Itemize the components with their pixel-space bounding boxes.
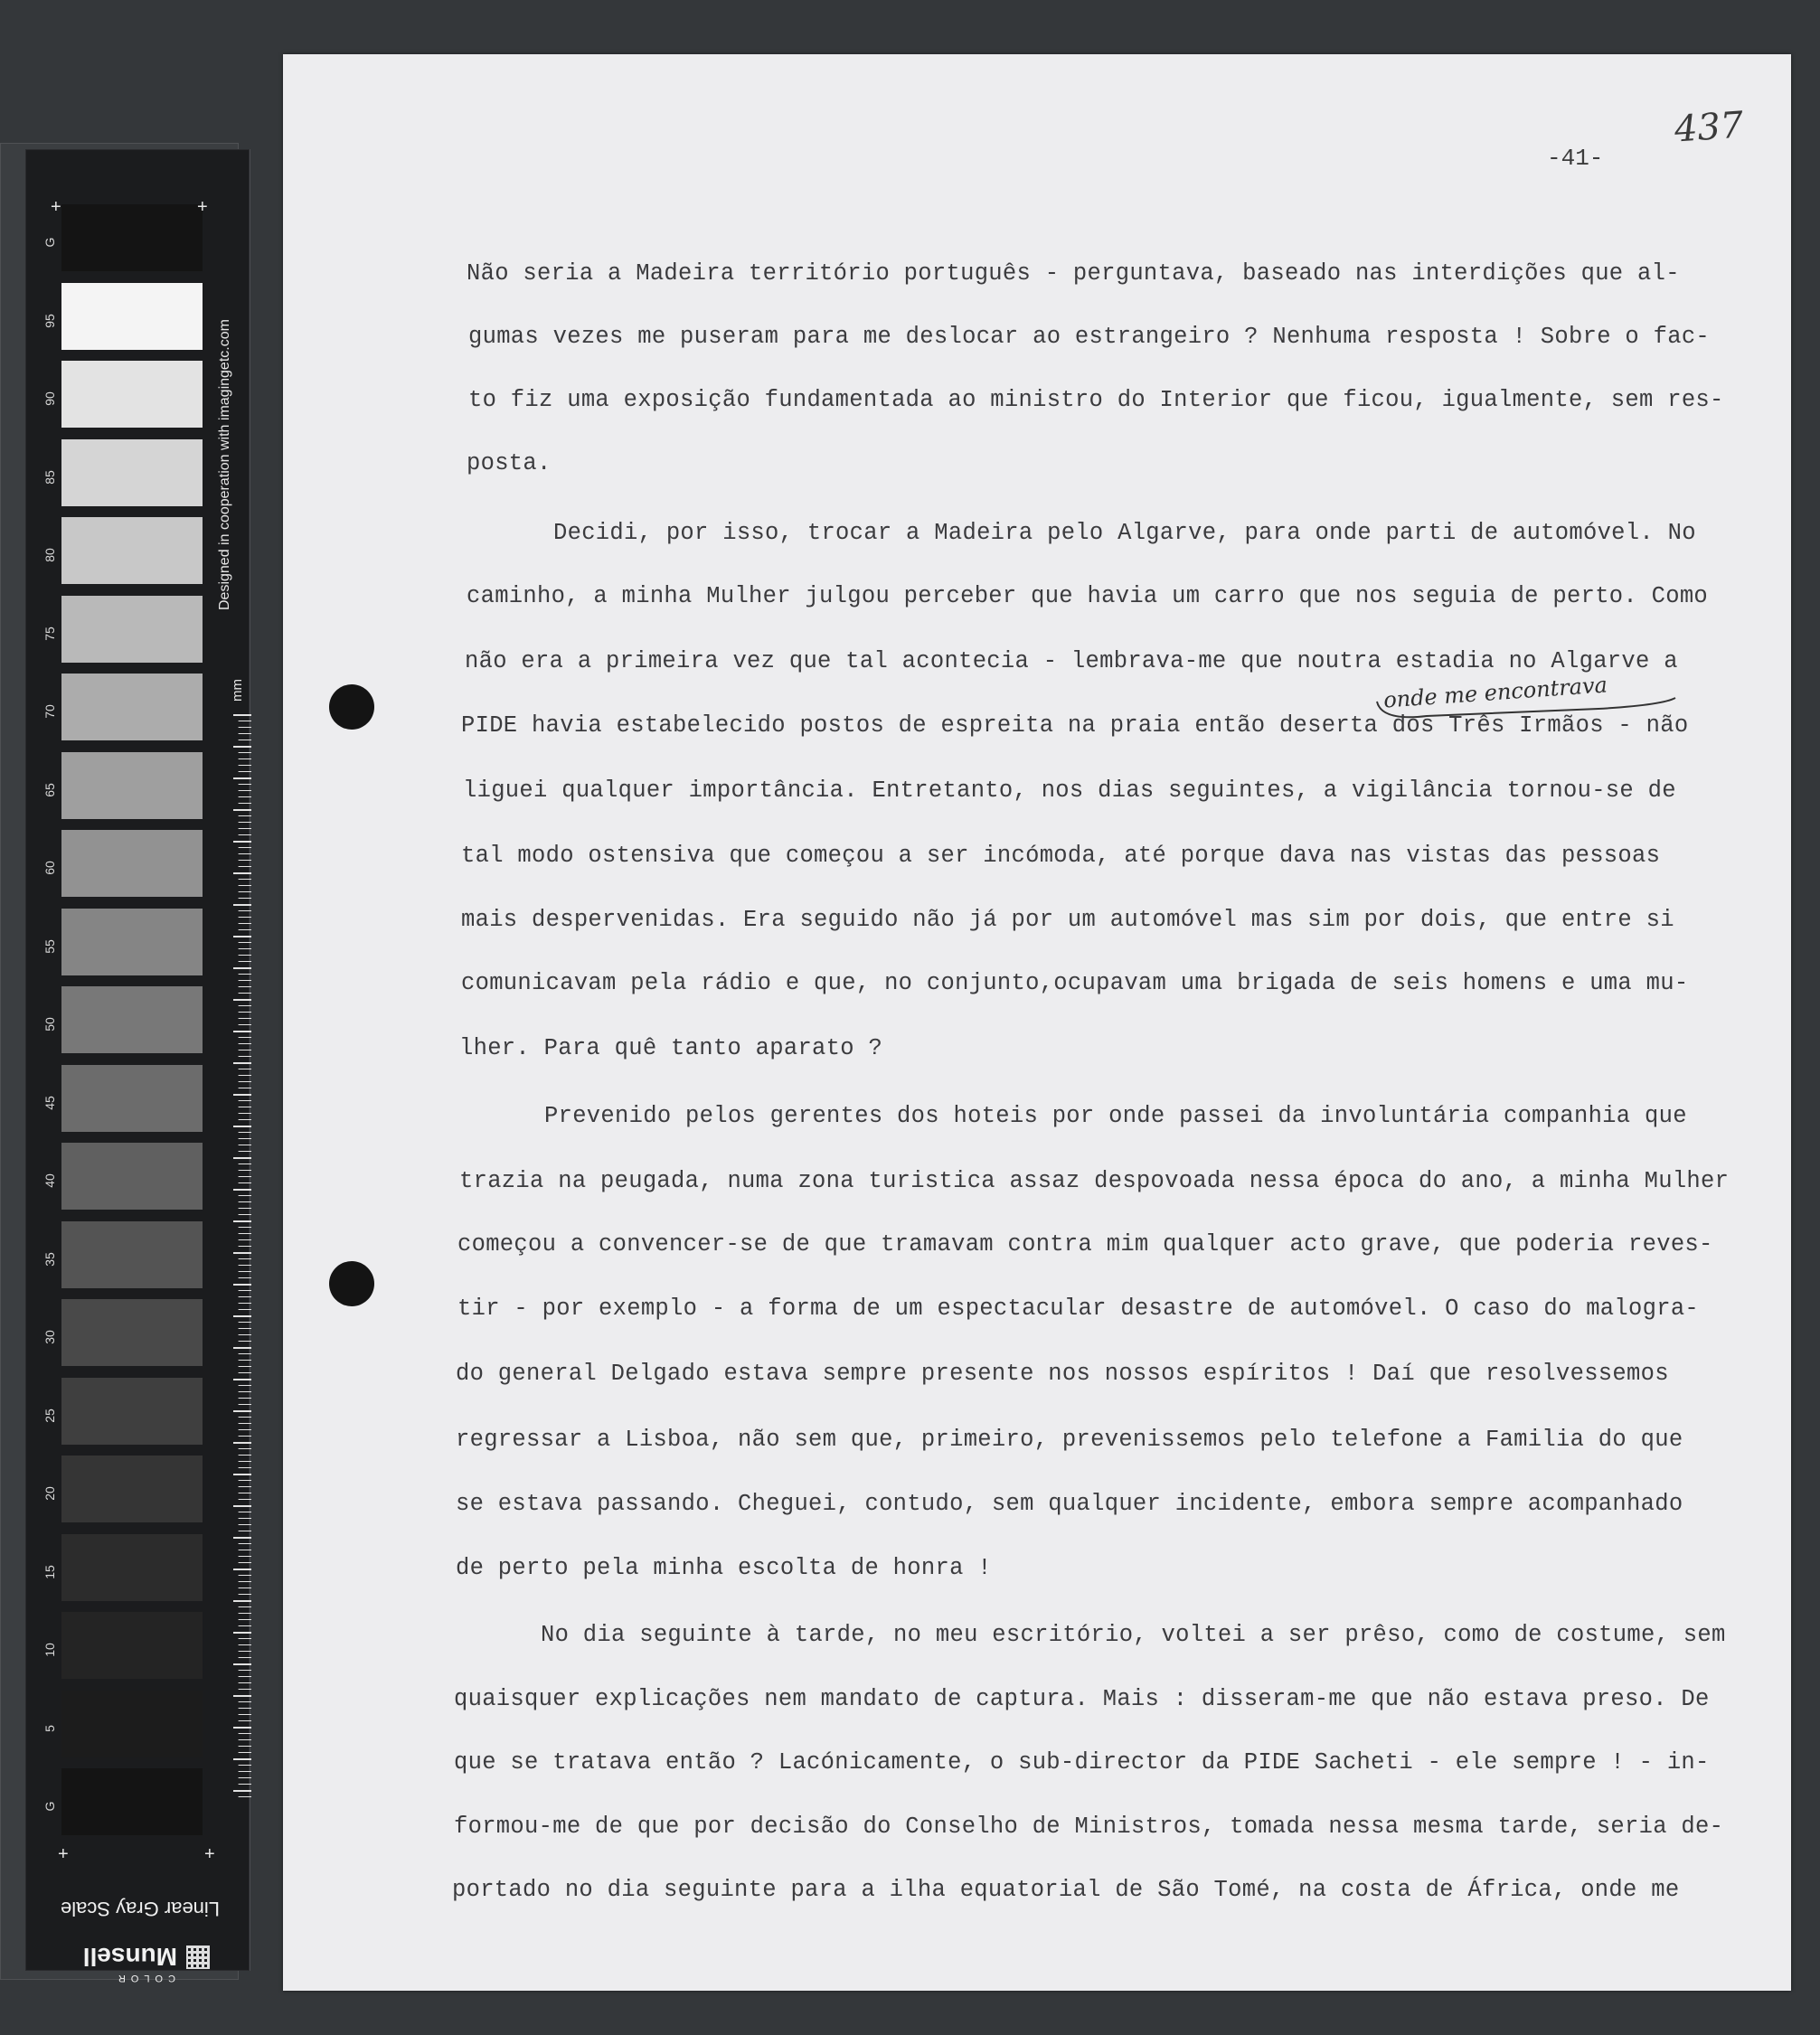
scale-label: 30 — [42, 1330, 57, 1344]
text-line: começou a convencer-se de que tramavam contra mim qualquer acto grave, que poderia reves- — [457, 1231, 1713, 1258]
scale-label: G — [42, 237, 57, 248]
gray-swatch — [61, 1378, 203, 1445]
text-line: gumas vezes me puseram para me deslocar ao estrangeiro ? Nenhuma resposta ! Sobre o fac- — [468, 324, 1711, 350]
text-line: se estava passando. Cheguei, contudo, sem qualquer incidente, embora sempre acompanhado — [456, 1491, 1683, 1517]
text-line: que se tratava então ? Lacónicamente, o sub-director da PIDE Sacheti - ele sempre ! - in- — [454, 1749, 1710, 1776]
gray-swatch — [61, 674, 203, 740]
gray-swatch — [61, 1612, 203, 1679]
gray-swatch — [61, 830, 203, 897]
text-line: liguei qualquer importância. Entretanto, nos dias seguintes, a vigilância tornou-se de — [463, 777, 1676, 804]
scale-label: 70 — [42, 704, 57, 719]
scale-label: 50 — [42, 1017, 57, 1032]
punch-hole — [329, 1261, 374, 1306]
scale-label: 35 — [42, 1251, 57, 1267]
gray-swatch — [61, 909, 203, 975]
punch-hole — [329, 684, 374, 730]
scale-label: 15 — [42, 1564, 57, 1579]
text-line: PIDE havia estabelecido postos de espreita na praia então deserta dos Três Irmãos - não — [461, 712, 1689, 739]
text-line: Prevenido pelos gerentes dos hoteis por onde passei da involuntária companhia que — [544, 1103, 1687, 1129]
scale-label: 85 — [42, 469, 57, 485]
registration-plus-icon: + — [51, 197, 61, 217]
text-line: regressar a Lisboa, não sem que, primeiro, prevenissemos pelo telefone a Familia do que — [456, 1427, 1683, 1453]
text-line: quaisquer explicações nem mandato de captura. Mais : disseram-me que não estava preso. De — [454, 1686, 1710, 1712]
gray-swatch — [61, 439, 203, 506]
card-credit: Designed in cooperation with imagingetc.com — [217, 319, 232, 610]
scale-label: 25 — [42, 1408, 57, 1423]
text-line: de perto pela minha escolta de honra ! — [456, 1555, 992, 1581]
scale-label: G — [42, 1801, 57, 1812]
brand-name: Munsell — [82, 1943, 177, 1971]
scale-label: 75 — [42, 626, 57, 641]
gray-swatch — [61, 1691, 203, 1757]
folio-number: 437 — [1673, 104, 1745, 151]
munsell-grid-icon — [186, 1945, 210, 1969]
ruler-unit: mm — [230, 679, 245, 702]
gray-swatch — [61, 517, 203, 584]
gray-swatch — [61, 1768, 203, 1835]
text-line: Decidi, por isso, trocar a Madeira pelo Algarve, para onde parti de automóvel. No — [553, 520, 1696, 546]
registration-plus-icon: + — [197, 197, 208, 217]
scale-label: 40 — [42, 1173, 57, 1188]
scale-label: 90 — [42, 391, 57, 406]
page-number: -41- — [1547, 145, 1604, 172]
text-line: tir - por exemplo - a forma de um espectacular desastre de automóvel. O caso do malogra- — [457, 1295, 1700, 1322]
text-line: comunicavam pela rádio e que, no conjunto,ocupavam uma brigada de seis homens e uma mu- — [461, 970, 1689, 996]
gray-swatch — [61, 986, 203, 1053]
card-title: Linear Gray Scale — [60, 1898, 221, 1920]
brand-sub: COLOR — [112, 1973, 175, 1983]
gray-swatch — [61, 1456, 203, 1522]
gray-swatch — [61, 361, 203, 428]
gray-swatch — [61, 1221, 203, 1288]
gray-swatch — [61, 1143, 203, 1210]
scale-label: 5 — [42, 1724, 57, 1732]
text-line: formou-me de que por decisão do Conselho de Ministros, tomada nessa mesma tarde, seria de- — [454, 1814, 1724, 1840]
text-line: mais despervenidas. Era seguido não já por um automóvel mas sim por dois, que entre si — [461, 907, 1674, 933]
munsell-logo — [65, 1933, 210, 1983]
mm-ruler-major — [233, 714, 251, 1799]
scale-label: 80 — [42, 548, 57, 562]
gray-swatch — [61, 752, 203, 819]
scale-label: 20 — [42, 1486, 57, 1501]
text-line: trazia na peugada, numa zona turistica assaz despovoada nessa época do ano, a minha Mulher — [459, 1168, 1730, 1194]
gray-swatch — [61, 204, 203, 271]
registration-plus-icon: + — [58, 1844, 69, 1864]
gray-swatch — [61, 596, 203, 663]
gray-swatch — [61, 1065, 203, 1132]
scale-label: 45 — [42, 1095, 57, 1110]
scale-label: 65 — [42, 782, 57, 797]
scale-label: 95 — [42, 313, 57, 328]
scale-label: 10 — [42, 1643, 57, 1657]
gray-swatch — [61, 283, 203, 350]
registration-plus-icon: + — [204, 1844, 215, 1864]
text-line: caminho, a minha Mulher julgou perceber que havia um carro que nos seguia de perto. Como — [467, 583, 1709, 609]
handwritten-annotation: onde me encontrava — [1382, 672, 1608, 713]
scale-label: 55 — [42, 938, 57, 954]
gray-swatch — [61, 1534, 203, 1601]
text-line: to fiz uma exposição fundamentada ao ministro do Interior que ficou, igualmente, sem res- — [468, 387, 1724, 413]
text-line: portado no dia seguinte para a ilha equatorial de São Tomé, na costa de África, onde me — [452, 1877, 1680, 1903]
scale-label: 60 — [42, 861, 57, 875]
text-line: posta. — [467, 450, 552, 476]
text-line: lher. Para quê tanto aparato ? — [459, 1035, 883, 1061]
text-line: Não seria a Madeira território português - perguntava, baseado nas interdições que al- — [467, 260, 1680, 287]
text-line: No dia seguinte à tarde, no meu escritório, voltei a ser prêso, como de costume, sem — [541, 1622, 1726, 1648]
text-line: não era a primeira vez que tal acontecia - lembrava-me que noutra estadia no Algarve a — [465, 648, 1678, 674]
gray-swatch — [61, 1299, 203, 1366]
text-line: tal modo ostensiva que começou a ser incómoda, até porque dava nas vistas das pessoas — [461, 843, 1661, 869]
text-line: do general Delgado estava sempre presente nos nossos espíritos ! Daí que resolvessemos — [456, 1361, 1669, 1387]
